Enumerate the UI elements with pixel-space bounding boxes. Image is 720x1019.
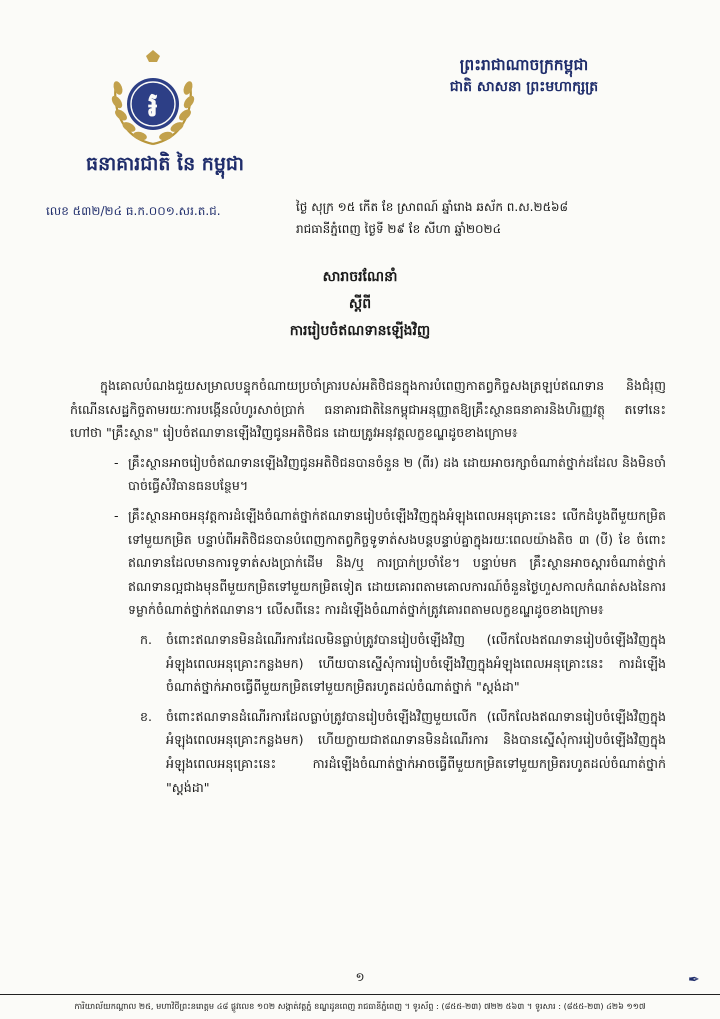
bullet-item-2	[70, 504, 666, 622]
bank-name: ធនាគារជាតិ នៃ កម្ពុជា	[86, 153, 244, 175]
title-line-1: សារាចរណែនាំ	[322, 269, 398, 285]
page-number: ១	[355, 970, 365, 984]
pen-mark-icon: ✒	[688, 972, 700, 988]
bank-emblem-icon	[104, 48, 202, 152]
document-body	[70, 374, 666, 799]
bullet-text: គ្រឹះស្ថានអាចអនុវត្តការដំឡើងចំណាត់ថ្នាក់ឥណទានរៀបចំឡើងវិញក្នុងអំឡុងពេលអនុគ្រោះនេះ លើកដំបូងពីមួយកម្រិតទៅមួយកម្រិត បន្ទាប់ពីអតិថិជនបានបំពេញកាតព្វកិច្ចទូទាត់សងបន្តបន្ទាប់គ្នាក្នុងរយៈពេលយ៉ាងតិច ៣ (បី) ខែ ចំពោះឥណទានដែលមានការទូទាត់សងប្រាក់ដើម និង/ឬ ការប្រាក់ប្រចាំខែ។ បន្ទាប់មក គ្រឹះស្ថានអាចស្តារចំណាត់ថ្នាក់ឥណទានល្អជាងមុនពីមួយកម្រិតទៅមួយកម្រិតទៀត ដោយគោរពតាមគោលការណ៍ចំនួនថ្ងៃហួសកាលកំណត់សងនៃការទម្លាក់ចំណាត់ថ្នាក់ឥណទាន។ លើសពីនេះ ការដំឡើងចំណាត់ថ្នាក់ត្រូវគោរពតាមលក្ខខណ្ឌដូចខាងក្រោម៖	[128, 507, 666, 618]
document-date	[296, 196, 676, 240]
bullet-item-1	[70, 451, 666, 498]
bullet-dash: -	[114, 507, 119, 523]
footer-address: ការិយាល័យកណ្តាល ២៥, មហាវិថីព្រះនរោត្តម ៤៨ ផ្លូវលេខ ១០២ សង្កាត់វត្តភ្នំ ខណ្ឌដូនពេញ រាជធានីភ្នំពេញ ។ ទូរស័ព្ទ : (៨៥៥-២៣) ៧២២ ៥៦៣ ។ ទូរសារ : (៨៥៥-២៣) ៤២៦ ១១៧	[0, 994, 720, 1019]
kingdom-motto-text: ជាតិ សាសនា ព្រះមហាក្សត្រ	[449, 79, 599, 95]
intro-paragraph: ក្នុងគោលបំណងជួយសម្រាលបន្ទុកចំណាយប្រចាំគ្រារបស់អតិថិជនក្នុងការបំពេញកាតព្វកិច្ចសងត្រឡប់ឥណទាន និងជំរុញកំណើនសេដ្ឋកិច្ចតាមរយៈការបង្កើនលំហូរសាច់ប្រាក់ ធនាគារជាតិនៃកម្ពុជាអនុញ្ញាតឱ្យគ្រឹះស្ថានធនាគារនិងហិរញ្ញវត្ថុ តទៅនេះហៅថា "គ្រឹះស្ថាន" រៀបចំឥណទានឡើងវិញជូនអតិថិជន ដោយត្រូវអនុវត្តលក្ខខណ្ឌដូចខាងក្រោម៖	[70, 378, 666, 441]
sub-item-marker: ខ.	[140, 708, 152, 724]
sub-item-b	[70, 705, 666, 799]
title-line-3: ការរៀបចំឥណទានឡើងវិញ	[289, 323, 431, 339]
document-title	[180, 264, 540, 345]
sub-item-marker: ក.	[140, 631, 152, 647]
bullet-dash: -	[114, 454, 119, 470]
sub-item-text: ចំពោះឥណទានមិនដំណើរការដែលមិនធ្លាប់ត្រូវបានរៀបចំឡើងវិញ (លើកលែងឥណទានរៀបចំឡើងវិញក្នុងអំឡុងពេលអនុគ្រោះកន្លងមក) ហើយបានស្នើសុំការរៀបចំឡើងវិញក្នុងអំឡុងពេលអនុគ្រោះនេះ ការដំឡើងចំណាត់ថ្នាក់អាចធ្វើពីមួយកម្រិតទៅមួយកម្រិតរហូតដល់ចំណាត់ថ្នាក់ "ស្តង់ដា"	[166, 631, 666, 695]
kingdom-motto	[414, 54, 634, 98]
sub-item-a	[70, 628, 666, 699]
bullet-text: គ្រឹះស្ថានអាចរៀបចំឥណទានឡើងវិញជូនអតិថិជនបានចំនួន ២ (ពីរ) ដង ដោយអាចរក្សាចំណាត់ថ្នាក់ដដែល និងមិនចាំបាច់ធ្វើសំវិធានធនបន្ថែម។	[128, 454, 666, 494]
svg-text:៛: ៛	[147, 85, 159, 125]
kingdom-name: ព្រះរាជាណាចក្រកម្ពុជា	[459, 55, 589, 74]
date-lunar: ថ្ងៃ សុក្រ ១៥ កើត ខែ ស្រាពណ៍ ឆ្នាំរោង ឆស័ក ព.ស.២៥៦៨	[296, 200, 569, 214]
date-solar: រាជធានីភ្នំពេញ ថ្ងៃទី ២៩ ខែ សីហា ឆ្នាំ២០២៤	[296, 222, 502, 236]
reference-number: លេខ ៥៣២/២៤ ធ.ក.០០១.សរ.ត.ជ.	[46, 204, 221, 218]
sub-item-text: ចំពោះឥណទានដំណើរការដែលធ្លាប់ត្រូវបានរៀបចំឡើងវិញមួយលើក (លើកលែងឥណទានរៀបចំឡើងវិញក្នុងអំឡុងពេលអនុគ្រោះកន្លងមក) ហើយក្លាយជាឥណទានមិនដំណើរការ និងបានស្នើសុំការរៀបចំឡើងវិញក្នុងអំឡុងពេលអនុគ្រោះនេះ ការដំឡើងចំណាត់ថ្នាក់អាចធ្វើពីមួយកម្រិតទៅមួយកម្រិតរហូតដល់ចំណាត់ថ្នាក់ "ស្តង់ដា"	[166, 708, 666, 795]
title-line-2: ស្តីពី	[348, 296, 372, 312]
